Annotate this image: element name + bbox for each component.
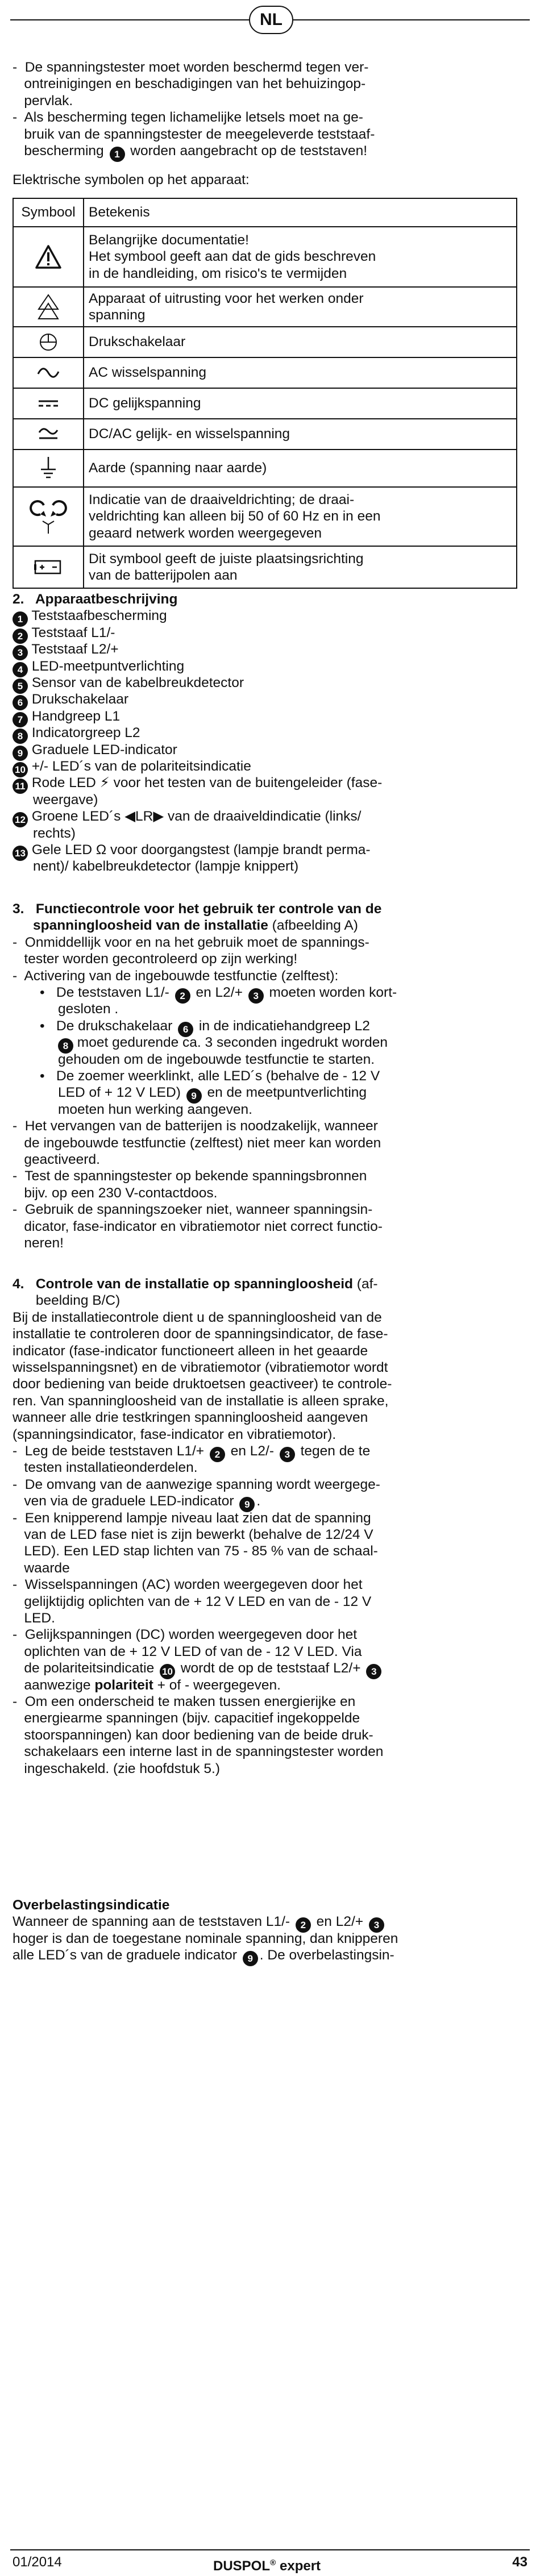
dc-voltage-icon	[13, 388, 84, 419]
line-text: .	[256, 1493, 261, 1509]
intro-line: pervlak.	[13, 93, 73, 109]
number-badge: 4	[13, 662, 28, 677]
item-text: Teststaaf L1/-	[31, 625, 115, 640]
line-text: de polariteitsindicatie	[13, 1661, 159, 1676]
number-badge: 1	[13, 611, 28, 627]
bullet-text: en L2/+	[192, 985, 247, 1000]
intro-line-last	[13, 143, 527, 162]
intro-line: ontreinigingen en beschadigingen van het behuizingop-	[13, 76, 366, 92]
item-text: Gele LED Ω voor doorgangstest (lampje brandt perma-	[31, 842, 371, 858]
text-line: de ingebouwde testfunctie (zelftest) niet meer kan worden	[13, 1135, 381, 1151]
text-line: hoger is dan de toegestane nominale spanning, dan knipperen	[13, 1930, 398, 1946]
number-badge: 13	[13, 846, 28, 861]
text-line: LED). Een LED stap lichten van 75 - 85 % van de schaal-	[13, 1543, 378, 1559]
table-cell-meaning	[84, 487, 517, 546]
text-line: - De omvang van de aanwezige spanning wordt weergege-	[13, 1476, 380, 1492]
number-badge: 5	[13, 679, 28, 694]
item-text: Groene LED´s ◀LR▶ van de draaiveldindicatie (links/	[31, 809, 362, 825]
number-badge: 6	[178, 1022, 193, 1037]
item-text: Sensor van de kabelbreukdetector	[31, 675, 244, 690]
table-row	[13, 419, 517, 450]
line-text: aanwezige	[13, 1677, 95, 1693]
heading-bold: 4. Controle van de installatie op spanningloosheid	[13, 1276, 353, 1292]
table-row	[13, 546, 517, 588]
intro-line: - Als bescherming tegen lichamelijke letsels moet na ge-	[13, 110, 363, 126]
battery-polarity-icon	[13, 546, 84, 588]
bullet-text: in de indicatiehandgreep L2	[195, 1018, 370, 1034]
item-text: Graduele LED-indicator	[31, 742, 177, 758]
text-line: - Test de spanningstester op bekende spanningsbronnen	[13, 1168, 367, 1184]
number-badge: 11	[13, 779, 28, 794]
number-badge: 9	[239, 1497, 255, 1512]
item-text: Teststaafbescherming	[31, 608, 167, 624]
text-line	[13, 1947, 527, 1966]
text-line: testen installatieonderdelen.	[13, 1460, 198, 1476]
item-text: Handgreep L1	[31, 708, 121, 724]
text-line: - Gelijkspanningen (DC) worden weergegeven door het	[13, 1627, 358, 1643]
item-text: Teststaaf L2/+	[31, 642, 119, 657]
number-badge: 9	[186, 1088, 202, 1104]
paragraph-line: wanneer alle drie testkringen spanningloosheid aangeven	[13, 1410, 368, 1426]
pushbutton-icon	[13, 327, 84, 357]
heading-normal: (af-	[352, 1276, 378, 1292]
intro-line: - De spanningstester moet worden beschermd tegen ver-	[13, 60, 369, 75]
rotation-direction-icon	[13, 487, 84, 546]
column-header-symbol: Symbool	[13, 198, 84, 227]
paragraph-line: (spanningsindicator, fase-indicator en vibratiemotor).	[13, 1426, 337, 1442]
bold-term: polariteit	[94, 1677, 153, 1693]
number-badge: 3	[366, 1664, 381, 1679]
meaning-line: van de batterijpolen aan	[89, 568, 238, 583]
table-cell-meaning: Aarde (spanning naar aarde)	[84, 450, 517, 487]
bullet-item: • De zoemer weerklinkt, alle LED´s (behalve de - 12 V	[40, 1068, 380, 1084]
number-badge: 3	[369, 1917, 384, 1933]
text-line: dicator, fase-indicator en vibratiemotor niet correct functio-	[13, 1218, 383, 1234]
line-text: . De overbelastingsin-	[259, 1947, 394, 1963]
registered-mark: ®	[270, 2558, 276, 2567]
text-line: - Het vervangen van de batterijen is noodzakelijk, wanneer	[13, 1118, 378, 1134]
number-badge: 9	[243, 1951, 258, 1966]
number-badge: 3	[280, 1447, 295, 1462]
symbol-table	[13, 198, 517, 589]
item-text: Drukschakelaar	[31, 692, 129, 708]
brand-name: DUSPOL	[213, 2558, 271, 2574]
number-badge: 8	[13, 729, 28, 744]
list-item-continued: weergave)	[33, 792, 98, 808]
bullet-item: • De drukschakelaar 6 in de indicatiehandgreep L2	[40, 1018, 527, 1037]
table-header-row	[13, 198, 517, 227]
intro-line: bruik van de spanningstester de meegeleverde teststaaf-	[13, 126, 375, 142]
number-badge: 1	[110, 147, 125, 162]
number-badge: 9	[13, 746, 28, 761]
text-line: - Een knipperend lampje niveau laat zien dat de spanning	[13, 1510, 371, 1526]
number-badge: 2	[13, 629, 28, 644]
meaning-line: spanning	[89, 307, 146, 323]
text-line: neren!	[13, 1235, 64, 1251]
table-row	[13, 450, 517, 487]
text-line: waarde	[13, 1560, 70, 1576]
number-badge: 10	[13, 762, 28, 777]
number-badge: 2	[210, 1447, 225, 1462]
text-line: - Wisselspanningen (AC) worden weergegeven door het	[13, 1577, 363, 1593]
item-text: Indicatorgreep L2	[31, 725, 140, 741]
paragraph-line: indicator (fase-indicator functioneert alleen in het geaarde	[13, 1343, 368, 1359]
symbols-heading: Elektrische symbolen op het apparaat:	[13, 172, 250, 188]
footer-date: 01/2014	[13, 2554, 62, 2570]
table-row	[13, 227, 517, 287]
brand-suffix: expert	[276, 2558, 321, 2574]
earth-ground-icon	[13, 450, 84, 487]
bullet-text: De zoemer weerklinkt, alle LED´s (behalve de - 12 V	[56, 1068, 380, 1084]
item-text: +/- LED´s van de polariteitsindicatie	[31, 759, 251, 774]
paragraph-line: installatie te controleren door de spanningsindicator, de fase-	[13, 1326, 388, 1342]
meaning-line: in de handleiding, om risico's te vermijden	[89, 265, 347, 281]
text-line: - Activering van de ingebouwde testfunctie (zelftest):	[13, 968, 339, 984]
heading-bold: spanningloosheid van de installatie	[33, 918, 268, 934]
text-line: - Gebruik de spanningszoeker niet, wanneer spanningsin-	[13, 1202, 373, 1218]
section-heading: 3. Functiecontrole voor het gebruik ter controle van de	[13, 901, 382, 917]
table-row	[13, 388, 517, 419]
table-row	[13, 287, 517, 327]
line-text: en L2/+	[312, 1914, 367, 1930]
number-badge: 8	[58, 1038, 73, 1054]
table-row	[13, 327, 517, 357]
number-badge: 12	[13, 812, 28, 827]
heading-normal: (afbeelding A)	[268, 918, 358, 934]
bullet-text-continued: moeten hun werking aangeven.	[58, 1101, 252, 1117]
live-work-triangle-icon	[13, 287, 84, 327]
bullet-text-continued: gesloten .	[58, 1001, 119, 1017]
table-cell-meaning: DC gelijkspanning	[84, 388, 517, 419]
number-badge: 3	[13, 645, 28, 660]
meaning-line: Indicatie van de draaiveldrichting; de draai-	[89, 492, 355, 507]
column-header-meaning: Betekenis	[84, 198, 517, 227]
text-line: - Om een onderscheid te maken tussen energierijke en	[13, 1694, 356, 1709]
number-badge: 2	[175, 988, 190, 1004]
language-badge: NL	[249, 6, 293, 34]
number-badge: 2	[296, 1917, 311, 1933]
paragraph-line: wisselspanningsnet) en de vibratiemotor (vibratiemotor wordt	[13, 1360, 388, 1375]
table-row	[13, 487, 517, 546]
meaning-line: Dit symbool geeft de juiste plaatsingsrichting	[89, 551, 364, 567]
section-heading	[13, 1276, 527, 1292]
bullet-item: • De teststaven L1/- 2 en L2/+ 3 moeten worden kort-	[40, 984, 527, 1004]
line-text: ven via de graduele LED-indicator	[13, 1493, 238, 1509]
text-line: geactiveerd.	[13, 1152, 100, 1167]
paragraph-line: Bij de installatiecontrole dient u de spanningloosheid van de	[13, 1309, 382, 1325]
number-badge: 10	[160, 1664, 175, 1679]
bullet-text: en de meetpuntverlichting	[203, 1085, 367, 1101]
line-text: - Leg de beide teststaven L1/+	[13, 1443, 208, 1459]
section-heading: 2. Apparaatbeschrijving	[13, 592, 178, 607]
text-line: LED.	[13, 1610, 55, 1626]
paragraph-line: ren. Van spanningloosheid van de installatie is alleen sprake,	[13, 1393, 389, 1409]
ac-voltage-icon	[13, 357, 84, 388]
bullet-text: LED of + 12 V LED)	[58, 1085, 185, 1101]
meaning-line: Belangrijke documentatie!	[89, 232, 249, 248]
table-cell-meaning: DC/AC gelijk- en wisselspanning	[84, 419, 517, 450]
number-badge: 6	[13, 695, 28, 710]
text-line: tester worden gecontroleerd op zijn werking!	[13, 951, 298, 967]
text-line: - Onmiddellijk voor en na het gebruik moet de spannings-	[13, 934, 369, 950]
meaning-line: Het symbool geeft aan dat de gids beschreven	[89, 249, 376, 265]
page-number: 43	[512, 2554, 527, 2570]
table-cell-meaning	[84, 227, 517, 287]
item-text: Rode LED ⚡ voor het testen van de buitengeleider (fase-	[31, 775, 383, 791]
text-line: ingeschakeld. (zie hoofdstuk 5.)	[13, 1761, 220, 1776]
table-cell-meaning: AC wisselspanning	[84, 357, 517, 388]
line-text: tegen de te	[296, 1443, 371, 1459]
list-item-continued: rechts)	[33, 825, 76, 841]
line-text: wordt de op de teststaaf L2/+	[177, 1661, 365, 1676]
text-line: oplichten van de + 12 V LED of van de - 12 V LED. Via	[13, 1643, 362, 1659]
meaning-line: Apparaat of uitrusting voor het werken onder	[89, 290, 364, 306]
intro-text: bescherming	[13, 143, 108, 159]
section-heading: Overbelastingsindicatie	[13, 1897, 170, 1913]
section-heading-line2: beelding B/C)	[13, 1293, 121, 1309]
footer-rule	[10, 2549, 530, 2550]
number-badge: 7	[13, 712, 28, 727]
section-heading-line2	[33, 917, 527, 934]
warning-triangle-icon	[13, 227, 84, 287]
table-cell-meaning: Drukschakelaar	[84, 327, 517, 357]
line-text: Wanneer de spanning aan de teststaven L1/-	[13, 1914, 294, 1930]
line-text: + of - weergegeven.	[153, 1677, 281, 1693]
bullet-text-continued: gehouden om de ingebouwde testfunctie te starten.	[58, 1051, 375, 1067]
line-text: alle LED´s van de graduele indicator	[13, 1947, 241, 1963]
text-line: van de LED fase niet is zijn bewerkt (behalve de 12/24 V	[13, 1527, 373, 1542]
table-cell-meaning	[84, 287, 517, 327]
bullet-text: moeten worden kort-	[265, 985, 397, 1000]
list-item-continued: nent)/ kabelbreukdetector (lampje knippert)	[33, 859, 299, 875]
meaning-line: veldrichting kan alleen bij 50 of 60 Hz en in een	[89, 509, 381, 525]
table-cell-meaning	[84, 546, 517, 588]
bullet-text: De drukschakelaar	[56, 1018, 177, 1034]
text-line: schakelaars een interne last in de spanningstester worden	[13, 1744, 384, 1760]
text-line: bijv. op een 230 V-contactdoos.	[13, 1185, 218, 1201]
text-line: gelijktijdig oplichten van de + 12 V LED en van de - 12 V	[13, 1593, 372, 1609]
number-badge: 3	[248, 988, 264, 1004]
table-row	[13, 357, 517, 388]
item-text: LED-meetpuntverlichting	[31, 658, 185, 674]
bullet-text: moet gedurende ca. 3 seconden ingedrukt worden	[73, 1035, 388, 1051]
paragraph-line: door bediening van beide druktoetsen geactiveer) te controle-	[13, 1376, 392, 1392]
text-line: energiearme spanningen (bijv. capacitief ingekoppelde	[13, 1711, 360, 1726]
line-text: en L2/-	[226, 1443, 278, 1459]
footer-brand	[213, 2554, 321, 2575]
meaning-line: geaard netwerk worden weergegeven	[89, 525, 322, 541]
bullet-text: De teststaven L1/-	[56, 985, 173, 1000]
ac-dc-voltage-icon	[13, 419, 84, 450]
intro-text: worden aangebracht op de teststaven!	[126, 143, 368, 159]
text-line: stoorspanningen) kan door bediening van de beide druk-	[13, 1727, 373, 1743]
text-line	[13, 1677, 527, 1693]
